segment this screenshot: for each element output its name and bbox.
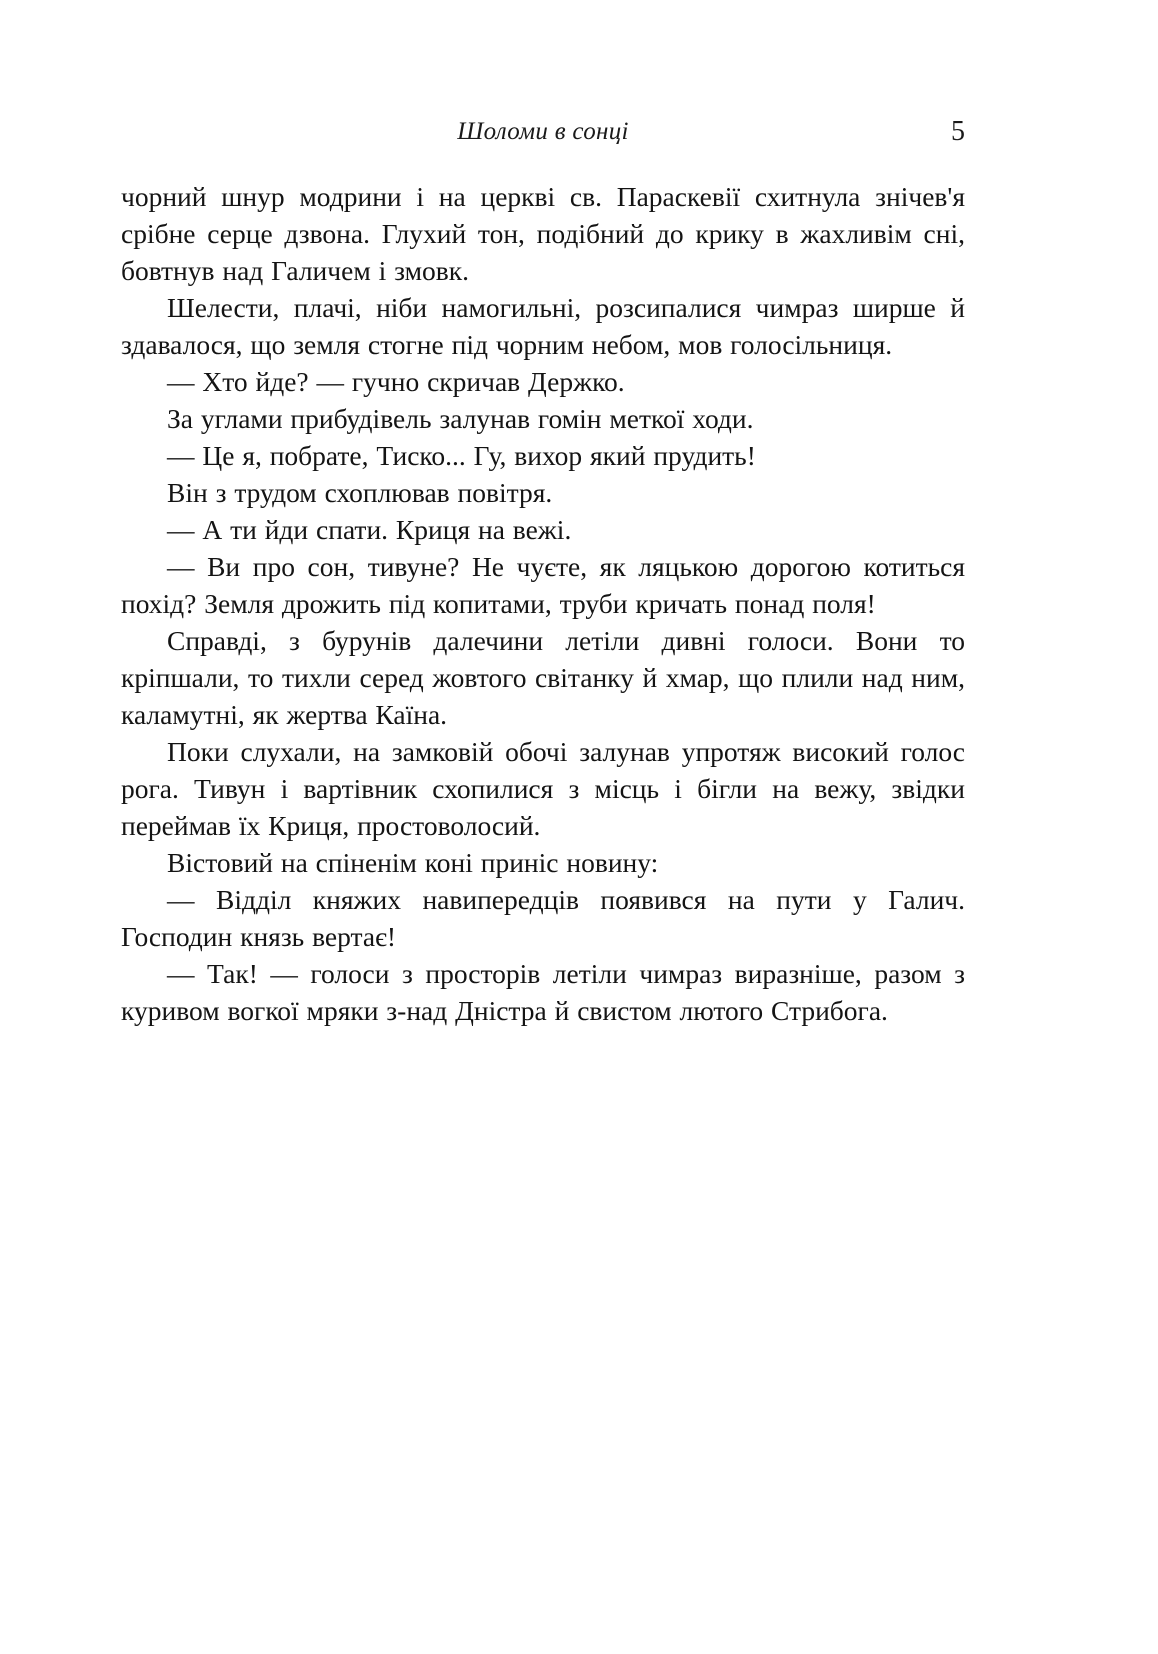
paragraph: — Хто йде? — гучно скричав Держко. xyxy=(167,366,625,397)
paragraph: Поки слухали, на замковій обочі залунав упротяж високий голос рога. Тивун і вартівник схопилися з місць і бігли на вежу, звідки переймав їх Криця, простоволосий. xyxy=(121,736,965,841)
paragraph: — А ти йди спати. Криця на вежі. xyxy=(167,514,572,545)
paragraph: Він з трудом схоплював повітря. xyxy=(167,477,553,508)
page-header xyxy=(121,112,965,152)
page-number: 5 xyxy=(951,116,965,147)
paragraph: — Це я, побрате, Тиско... Гу, вихор який прудить! xyxy=(167,440,756,471)
page-body xyxy=(121,178,965,1029)
paragraph: Справді, з бурунів далечини летіли дивні голоси. Вони то кріпшали, то тихли серед жовтого світанку й хмар, що плили над ним, каламутні, як жертва Каїна. xyxy=(121,625,965,730)
paragraph: — Ви про сон, тивуне? Не чуєте, як ляцькою дорогою котиться похід? Земля дрожить під копитами, труби кричать понад поля! xyxy=(121,551,965,619)
running-title: Шоломи в сонці xyxy=(457,118,629,145)
paragraph: — Відділ княжих навипередців появився на пути у Галич. Господин князь вертає! xyxy=(121,884,965,952)
paragraph: За углами прибудівель залунав гомін меткої ходи. xyxy=(167,403,754,434)
paragraph: — Так! — голоси з просторів летіли чимраз виразніше, разом з куривом вогкої мряки з-над Дністра й свистом лютого Стрибога. xyxy=(121,958,965,1026)
paragraph: Вістовий на спіненім коні приніс новину: xyxy=(167,847,659,878)
paragraph: чорний шнур модрини і на церкві св. Параскевії схитнула знічев'я срібне серце дзвона. Глухий тон, подібний до крику в жахливім сні, бовтнув над Галичем і змовк. xyxy=(121,181,965,286)
paragraph: Шелести, плачі, ніби намогильні, розсипалися чимраз ширше й здавалося, що земля стогне під чорним небом, мов голосільниця. xyxy=(121,292,965,360)
